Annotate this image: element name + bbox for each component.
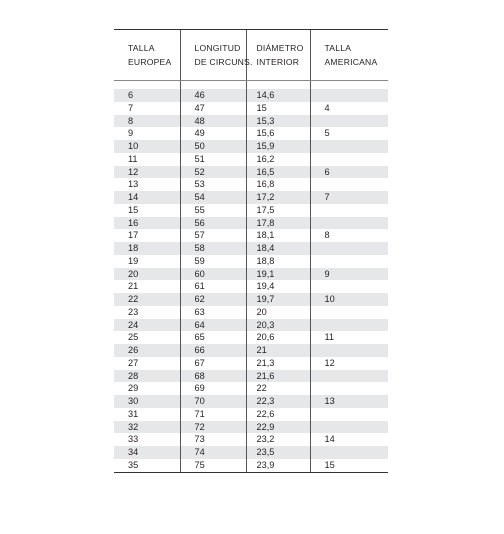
header-line: DIÁMETRO	[256, 43, 304, 53]
cell-diametro: 21	[246, 344, 310, 357]
table-row	[114, 268, 388, 281]
cell-diametro: 21,6	[246, 370, 310, 383]
header-line: INTERIOR	[256, 57, 300, 67]
cell-longitud: 63	[180, 306, 246, 319]
cell-talla-americana: 15	[310, 459, 388, 472]
cell-talla-americana	[310, 204, 388, 217]
cell-longitud: 52	[180, 166, 246, 179]
cell-talla-europea: 10	[114, 140, 180, 153]
cell-talla-europea: 34	[114, 446, 180, 459]
cell-talla-americana: 9	[310, 268, 388, 281]
table-row	[114, 153, 388, 166]
spacer-cell	[310, 81, 388, 90]
cell-talla-europea: 18	[114, 242, 180, 255]
cell-diametro: 18,8	[246, 255, 310, 268]
cell-talla-americana: 14	[310, 433, 388, 446]
table-row	[114, 217, 388, 230]
cell-talla-americana: 8	[310, 229, 388, 242]
cell-longitud: 64	[180, 319, 246, 332]
cell-longitud: 50	[180, 140, 246, 153]
cell-talla-europea: 28	[114, 370, 180, 383]
cell-talla-americana	[310, 370, 388, 383]
cell-talla-americana: 10	[310, 293, 388, 306]
cell-talla-americana	[310, 344, 388, 357]
cell-talla-europea: 13	[128, 179, 139, 190]
table-row	[114, 178, 388, 191]
cell-longitud: 56	[180, 217, 246, 230]
cell-longitud: 66	[180, 344, 246, 357]
cell-talla-americana	[310, 421, 388, 434]
table-row	[114, 370, 388, 383]
cell-talla-europea: 12	[114, 166, 180, 179]
cell-talla-europea: 33	[128, 434, 139, 445]
table-row	[114, 433, 388, 446]
cell-talla-americana	[310, 153, 388, 166]
cell-diametro: 17,8	[246, 217, 310, 230]
cell-talla-americana: 4	[310, 102, 388, 115]
table-row	[114, 357, 388, 370]
cell-talla-americana	[310, 280, 388, 293]
cell-talla-americana: 7	[310, 191, 388, 204]
table-row	[114, 191, 388, 204]
cell-longitud: 48	[180, 115, 246, 128]
cell-talla-europea: 29	[128, 383, 139, 394]
cell-talla-americana	[310, 446, 388, 459]
cell-diametro: 19,7	[246, 293, 310, 306]
header-line: DE CIRCUNS.	[194, 57, 253, 67]
cell-talla-americana: 12	[310, 357, 388, 370]
cell-longitud: 65	[180, 331, 246, 344]
cell-diametro: 20	[246, 306, 310, 319]
cell-talla-europea: 21	[128, 281, 139, 292]
header-line: AMERICANA	[324, 57, 378, 67]
table-row	[114, 293, 388, 306]
spacer-cell	[180, 81, 246, 90]
header-line: EUROPEA	[128, 57, 172, 67]
cell-longitud: 70	[180, 395, 246, 408]
header-line: LONGITUD	[194, 43, 241, 53]
cell-diametro: 18,1	[246, 229, 310, 242]
cell-talla-europea: 16	[114, 217, 180, 230]
cell-talla-europea: 20	[114, 268, 180, 281]
header-longitud	[180, 30, 253, 81]
table-row	[114, 89, 388, 102]
table-row	[114, 166, 388, 179]
cell-longitud: 73	[180, 433, 246, 446]
header-talla-americana	[310, 30, 388, 81]
cell-talla-americana	[310, 115, 388, 128]
cell-diametro: 22	[246, 382, 310, 395]
cell-talla-europea: 22	[114, 293, 180, 306]
cell-diametro: 15,6	[246, 127, 310, 140]
table-row	[114, 280, 388, 293]
cell-talla-europea: 11	[128, 153, 138, 164]
cell-talla-europea: 7	[128, 102, 134, 113]
cell-diametro: 15	[246, 102, 310, 115]
cell-talla-americana	[310, 242, 388, 255]
cell-talla-europea: 32	[114, 421, 180, 434]
ring-size-table	[114, 29, 388, 473]
table-header	[114, 30, 388, 81]
cell-longitud: 54	[180, 191, 246, 204]
cell-talla-europea: 35	[114, 459, 180, 472]
table-row	[114, 331, 388, 344]
cell-diametro: 23,5	[246, 446, 310, 459]
cell-talla-americana	[310, 382, 388, 395]
header-talla-europea	[114, 30, 180, 81]
table-row	[114, 140, 388, 153]
cell-talla-europea: 15	[128, 204, 139, 215]
table-row	[114, 446, 388, 459]
table-row	[114, 242, 388, 255]
table-row	[114, 204, 388, 217]
cell-talla-europea: 19	[128, 255, 139, 266]
cell-longitud: 60	[180, 268, 246, 281]
cell-diametro: 19,4	[246, 280, 310, 293]
cell-diametro: 22,9	[246, 421, 310, 434]
header-line: TALLA	[324, 43, 352, 53]
cell-longitud: 74	[180, 446, 246, 459]
cell-diametro: 16,2	[246, 153, 310, 166]
cell-talla-americana	[310, 408, 388, 421]
cell-longitud: 53	[180, 178, 246, 191]
cell-diametro: 20,6	[246, 331, 310, 344]
cell-talla-americana	[310, 217, 388, 230]
table-row	[114, 255, 388, 268]
cell-talla-americana: 11	[310, 331, 388, 344]
cell-longitud: 59	[180, 255, 246, 268]
cell-talla-europea: 30	[114, 395, 180, 408]
table-row	[114, 395, 388, 408]
table-row	[114, 408, 388, 421]
cell-diametro: 18,4	[246, 242, 310, 255]
cell-longitud: 68	[180, 370, 246, 383]
table-row	[114, 344, 388, 357]
header-diametro	[246, 30, 310, 81]
cell-longitud: 55	[180, 204, 246, 217]
cell-longitud: 46	[180, 89, 246, 102]
cell-diametro: 17,2	[246, 191, 310, 204]
cell-longitud: 47	[180, 102, 246, 115]
table-row	[114, 459, 388, 472]
spacer-cell	[246, 81, 310, 90]
cell-talla-americana	[310, 319, 388, 332]
cell-diametro: 22,6	[246, 408, 310, 421]
table-row	[114, 421, 388, 434]
table-row	[114, 102, 388, 115]
cell-longitud: 72	[180, 421, 246, 434]
table-row	[114, 306, 388, 319]
cell-diametro: 19,1	[246, 268, 310, 281]
cell-longitud: 71	[180, 408, 246, 421]
ring-size-table-container	[114, 29, 388, 473]
cell-diametro: 16,5	[246, 166, 310, 179]
cell-longitud: 49	[180, 127, 246, 140]
cell-diametro: 23,9	[246, 459, 310, 472]
cell-talla-americana: 6	[310, 166, 388, 179]
cell-diametro: 14,6	[246, 89, 310, 102]
cell-talla-europea: 27	[128, 357, 139, 368]
cell-talla-europea: 26	[114, 344, 180, 357]
cell-longitud: 67	[180, 357, 246, 370]
cell-talla-europea: 25	[128, 332, 139, 343]
table-row	[114, 382, 388, 395]
table-body	[114, 81, 388, 473]
cell-diametro: 23,2	[246, 433, 310, 446]
cell-longitud: 62	[180, 293, 246, 306]
cell-diametro: 17,5	[246, 204, 310, 217]
cell-longitud: 75	[180, 459, 246, 472]
cell-talla-europea: 6	[114, 89, 180, 102]
cell-talla-americana	[310, 306, 388, 319]
table-row	[114, 115, 388, 128]
cell-talla-americana	[310, 178, 388, 191]
cell-talla-europea: 9	[128, 128, 134, 139]
cell-diametro: 15,3	[246, 115, 310, 128]
cell-diametro: 22,3	[246, 395, 310, 408]
cell-talla-americana	[310, 140, 388, 153]
cell-talla-americana: 5	[310, 127, 388, 140]
cell-talla-europea: 23	[128, 306, 139, 317]
cell-diametro: 16,8	[246, 178, 310, 191]
header-row	[114, 30, 388, 81]
cell-talla-europea: 24	[114, 319, 180, 332]
cell-diametro: 21,3	[246, 357, 310, 370]
table-row	[114, 229, 388, 242]
cell-talla-europea: 8	[114, 115, 180, 128]
cell-diametro: 15,9	[246, 140, 310, 153]
cell-talla-americana	[310, 255, 388, 268]
cell-longitud: 57	[180, 229, 246, 242]
cell-longitud: 51	[180, 153, 246, 166]
cell-longitud: 69	[180, 382, 246, 395]
cell-talla-americana	[310, 89, 388, 102]
cell-diametro: 20,3	[246, 319, 310, 332]
cell-longitud: 58	[180, 242, 246, 255]
cell-talla-europea: 14	[114, 191, 180, 204]
header-line: TALLA	[128, 43, 155, 53]
cell-talla-europea: 31	[128, 408, 139, 419]
cell-talla-europea: 17	[128, 230, 139, 241]
table-row	[114, 127, 388, 140]
cell-talla-americana: 13	[310, 395, 388, 408]
spacer-row	[114, 81, 388, 90]
cell-longitud: 61	[180, 280, 246, 293]
spacer-cell	[114, 81, 180, 90]
table-row	[114, 319, 388, 332]
